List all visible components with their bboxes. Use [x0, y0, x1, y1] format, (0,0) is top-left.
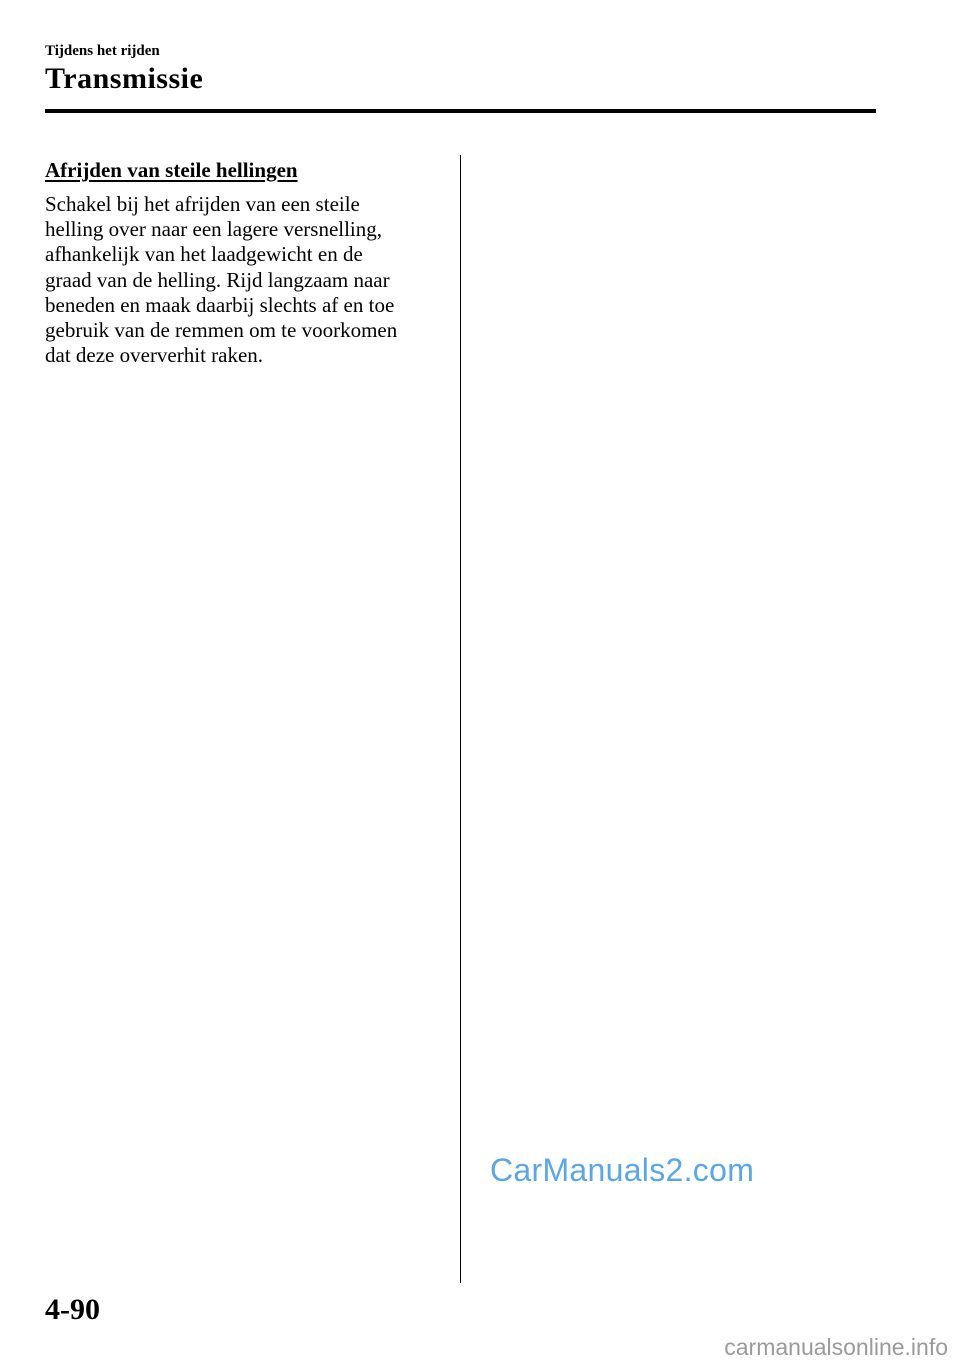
- watermark-logo: CarManuals2.com: [490, 1152, 755, 1188]
- body-paragraph: [45, 192, 440, 368]
- chapter-label: Tijdens het rijden: [45, 43, 160, 59]
- column-divider: [460, 155, 461, 1283]
- body-line: helling over naar een lagere versnelling,: [45, 217, 383, 242]
- body-line: gebruik van de remmen om te voorkomen: [45, 318, 398, 343]
- body-line: dat deze oververhit raken.: [45, 343, 264, 368]
- body-line: beneden en maak daarbij slechts af en toe: [45, 292, 395, 317]
- body-line: afhankelijk van het laadgewicht en de: [45, 242, 363, 267]
- title-rule: [45, 109, 876, 113]
- section-heading: Afrijden van steile hellingen: [45, 158, 298, 182]
- body-line: Schakel bij het afrijden van een steile: [45, 192, 360, 216]
- body-line: graad van de helling. Rijd langzaam naar: [45, 267, 390, 292]
- page-number: 4-90: [45, 1293, 100, 1326]
- page-title: Transmissie: [45, 62, 204, 95]
- watermark-footer: carmanualsonline.info: [724, 1334, 948, 1360]
